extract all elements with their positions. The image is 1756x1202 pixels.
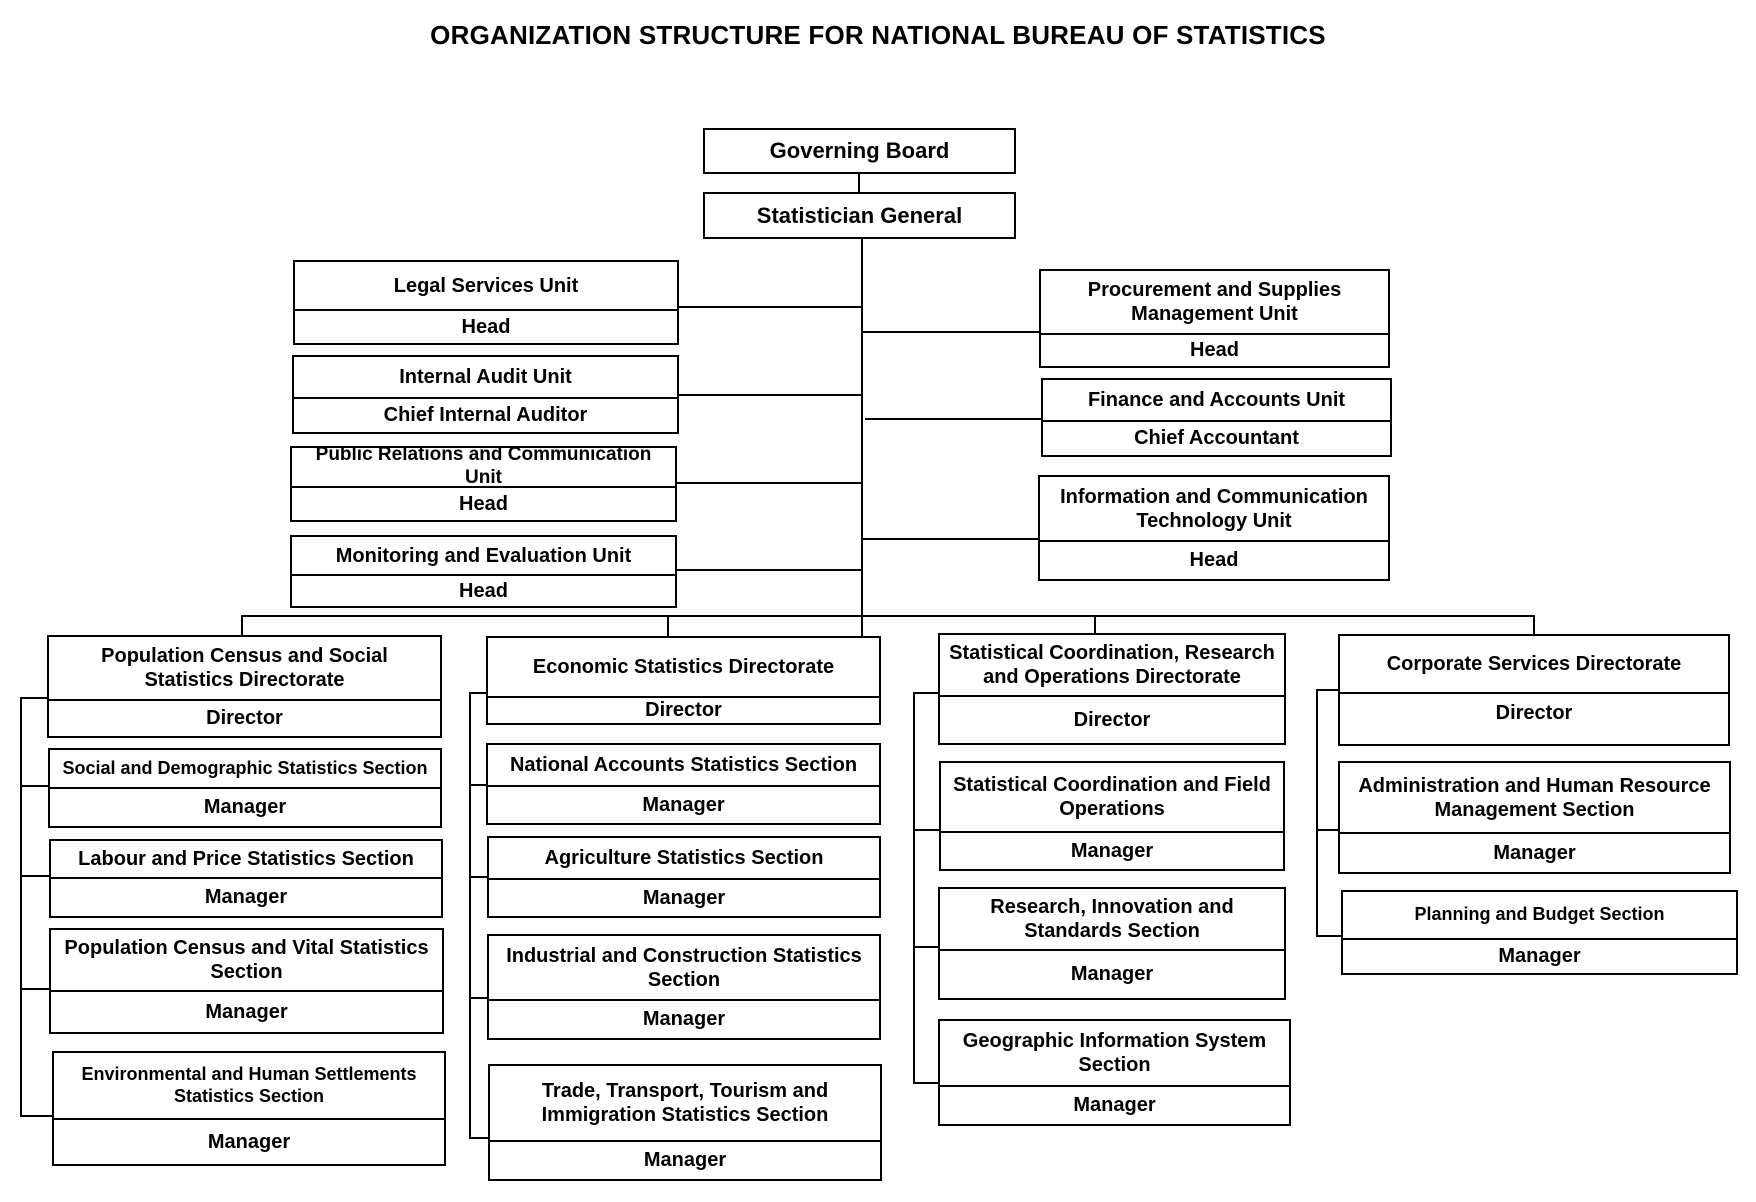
connector: [469, 876, 488, 878]
section-box: [938, 887, 1286, 1000]
section-name: Agriculture Statistics Section: [489, 838, 879, 880]
connector: [469, 997, 488, 999]
section-head: Manager: [204, 886, 288, 908]
connector: [1316, 829, 1339, 831]
directorate-box-population: [47, 635, 442, 738]
connector: [20, 785, 49, 787]
section-head: Manager: [642, 793, 725, 816]
unit-name: Legal Services Unit: [295, 262, 677, 311]
unit-box-procurement: [1039, 269, 1390, 368]
section-name: Administration and Human Resource Management Section: [1340, 763, 1729, 834]
section-spine: [469, 692, 471, 1139]
directorate-name: Corporate Services Directorate: [1340, 636, 1728, 694]
unit-box-ict: [1038, 475, 1390, 581]
unit-name: Procurement and Supplies Management Unit: [1041, 271, 1388, 335]
connector: [241, 615, 243, 636]
directorate-box-coordination: [938, 633, 1286, 745]
unit-box-monitoring: [290, 535, 677, 608]
connector: [20, 1115, 53, 1117]
section-head: Manager: [642, 886, 726, 909]
unit-name: Internal Audit Unit: [294, 357, 677, 399]
unit-box-internal-audit: [292, 355, 679, 434]
section-name: Population Census and Vital Statistics Section: [51, 930, 442, 992]
section-box: [486, 743, 881, 825]
section-name: Statistical Coordination and Field Operations: [941, 763, 1283, 833]
main-trunk: [861, 239, 863, 637]
section-box: [488, 1064, 882, 1181]
section-box: [487, 934, 881, 1040]
directorate-name: Population Census and Social Statistics Directorate: [49, 637, 440, 701]
section-name: National Accounts Statistics Section: [488, 745, 879, 787]
connector: [1533, 615, 1535, 635]
section-box: [938, 1019, 1291, 1126]
unit-head: Head: [1190, 339, 1239, 361]
unit-name: Monitoring and Evaluation Unit: [292, 537, 675, 576]
statistician-general-box: [703, 192, 1016, 239]
connector: [677, 482, 862, 484]
connector: [679, 394, 862, 396]
chart-title: ORGANIZATION STRUCTURE FOR NATIONAL BUREAU OF STATISTICS: [430, 20, 1326, 50]
directorate-box-economic: [486, 636, 881, 725]
unit-name: Information and Communication Technology Unit: [1040, 477, 1388, 542]
connector: [913, 1082, 939, 1084]
directorate-name: Economic Statistics Directorate: [488, 638, 879, 698]
connector: [1316, 935, 1342, 937]
section-spine: [20, 697, 22, 1116]
unit-head: Head: [461, 315, 511, 338]
section-name: Planning and Budget Section: [1343, 892, 1736, 940]
governing-board-label: Governing Board: [769, 138, 950, 163]
connector: [1094, 615, 1096, 633]
unit-head: Head: [459, 579, 508, 602]
unit-head: Head: [459, 492, 508, 515]
section-name: Geographic Information System Section: [940, 1021, 1289, 1087]
section-name: Environmental and Human Settlements Statistics Section: [54, 1053, 444, 1120]
directorate-name: Statistical Coordination, Research and Operations Directorate: [940, 635, 1284, 697]
connector: [677, 569, 863, 571]
section-box: [1341, 890, 1738, 975]
connector: [913, 829, 940, 831]
unit-head: Head: [1189, 549, 1239, 571]
section-name: Research, Innovation and Standards Section: [940, 889, 1284, 951]
connector: [679, 306, 862, 308]
connector: [1316, 689, 1339, 691]
connector: [469, 692, 487, 694]
section-head: Manager: [205, 1000, 288, 1023]
connector: [858, 174, 860, 193]
unit-box-public-relations: [290, 446, 677, 522]
connector: [913, 946, 939, 948]
section-spine: [1316, 689, 1318, 937]
connector: [469, 784, 487, 786]
section-head: Manager: [643, 1149, 727, 1171]
connector: [667, 615, 669, 636]
connector: [469, 1137, 489, 1139]
connector: [862, 538, 1039, 540]
statistician-general-label: Statistician General: [756, 202, 963, 228]
governing-board-box: [703, 128, 1016, 174]
section-head: Manager: [1070, 839, 1154, 862]
connector: [862, 331, 1040, 333]
directorate-box-corporate: [1338, 634, 1730, 746]
section-name: Trade, Transport, Tourism and Immigration Statistics Section: [490, 1066, 880, 1142]
section-head: Manager: [1493, 841, 1576, 864]
unit-head: Chief Accountant: [1134, 427, 1299, 449]
section-head: Manager: [1498, 945, 1581, 967]
directorate-head: Director: [1073, 708, 1151, 731]
section-name: Industrial and Construction Statistics Section: [489, 936, 879, 1001]
section-head: Manager: [1070, 963, 1154, 985]
unit-box-legal: [293, 260, 679, 345]
section-box: [49, 839, 443, 918]
unit-box-finance: [1041, 378, 1392, 457]
section-box: [939, 761, 1285, 871]
directorate-head: Director: [645, 699, 722, 721]
section-box: [49, 928, 444, 1034]
section-box: [48, 748, 442, 828]
unit-name: Public Relations and Communication Unit: [292, 448, 675, 488]
section-head: Manager: [203, 796, 287, 818]
connector: [20, 697, 48, 699]
section-box: [52, 1051, 446, 1166]
section-head: Manager: [642, 1008, 726, 1030]
directorate-head: Director: [206, 707, 283, 729]
section-box: [487, 836, 881, 918]
section-name: Labour and Price Statistics Section: [51, 841, 441, 879]
section-box: [1338, 761, 1731, 874]
unit-name: Finance and Accounts Unit: [1043, 380, 1390, 422]
section-head: Manager: [1073, 1094, 1156, 1116]
directorate-bus: [241, 615, 1535, 617]
connector: [20, 875, 50, 877]
directorate-head: Director: [1495, 702, 1573, 724]
section-name: Social and Demographic Statistics Section: [50, 750, 440, 789]
connector: [913, 692, 939, 694]
unit-head: Chief Internal Auditor: [383, 404, 588, 426]
connector: [22, 988, 50, 990]
connector: [865, 418, 1042, 420]
section-spine: [913, 692, 915, 1084]
section-head: Manager: [207, 1130, 291, 1153]
